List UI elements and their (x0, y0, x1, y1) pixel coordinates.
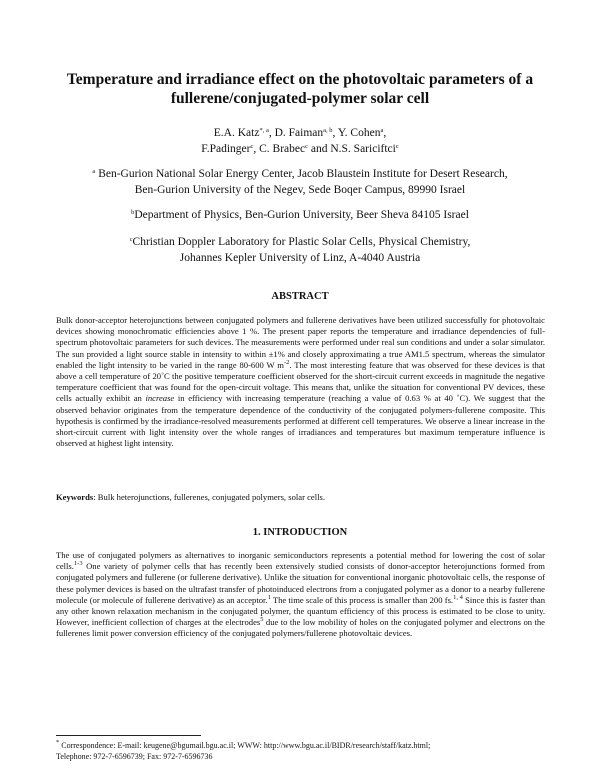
affiliation-a (40, 166, 560, 198)
introduction-heading: 1. INTRODUCTION (252, 527, 348, 538)
author-katz-affil: *, a (259, 127, 269, 134)
abstract-part2: . The most interesting feature that was observed for these devices is that above a cell temperature of 20˚C the positive temperature coefficient observed for the short-circuit current exceeds in magnitude the negative temperature coefficient that was found for the open-circuit voltage. This means that, unlike the situation for conventional PV devices, these cells actually exhibit an (56, 359, 545, 404)
author-sariciftci-affil: c (395, 143, 399, 150)
intro-part2: One variety of polymer cells that has recently been extensively studied consists of donor-acceptor heterojunctions formed from conjugated polymers and fullerene (or fullerene derivative). Unlike the situation for conventional inorganic photovoltaic cells, the response of these polymer devices is based on the ultrafast transfer of photoinduced electrons from a conjugated polymer as a donor to a nearby fullerene molecule (or molecule of fullerene derivative) as an acceptor. (56, 561, 545, 605)
author-faiman: D. Faiman (274, 127, 324, 139)
intro-part4: Since this is faster than any other known relaxation mechanism in the conjugated polymer, the quantum efficiency of this process is estimated to be close to unity. However, inefficient collection of charges at the electrodes (56, 594, 546, 628)
intro-ref-2: 1 (267, 593, 271, 601)
affiliation-b-mark: b (131, 209, 135, 216)
affiliation-c-line1: Christian Doppler Laboratory for Plastic Solar Cells, Physical Chemistry, (132, 236, 471, 248)
introduction-body (56, 550, 545, 640)
author-padinger-affil: c (250, 143, 254, 150)
affiliation-b-line1: Department of Physics, Ben-Gurion University, Beer Sheva 84105 Israel (134, 209, 469, 221)
footnote-divider (56, 735, 201, 736)
footnote-line1: Correspondence: E-mail: keugene@bgumail.bgu.ac.il; WWW: http://www.bgu.ac.il/BIDR/research/staff/katz.html; (59, 741, 431, 750)
intro-ref-1: 1-3 (73, 560, 83, 568)
affiliation-b (40, 207, 560, 223)
paper-title: Temperature and irradiance effect on the photovoltaic parameters of a fullerene/conjugated-polymer solar cell (66, 71, 534, 107)
intro-ref-4: 5 (260, 616, 264, 624)
author-sariciftci: N.S. Sariciftci (330, 143, 396, 155)
abstract-part3: in efficiency with increasing temperature (reaching a value of 0.63 % at 40 ˚C). We suggest that the observed behavior originates from the temperature dependence of the conductivity of the conjugated polymers-fullerene composite. This hypothesis is confirmed by the irradiance-resolved measurements performed at different cell temperatures. We observe a linear increase in the short-circuit current with light intensity over the whole ranges of irradiances and temperatures but maximum temperature influence is observed at highest light intensity. (56, 393, 545, 449)
author-brabec: C. Brabec (259, 143, 306, 155)
author-katz: E.A. Katz (213, 127, 260, 139)
author-cohen-affil: a (380, 127, 384, 134)
abstract-heading: ABSTRACT (271, 291, 329, 302)
abstract-body (56, 315, 545, 449)
intro-ref-3: 1, 4 (453, 593, 463, 601)
intro-part3: The time scale of this process is smaller than 200 fs. (270, 594, 454, 605)
abstract-emphasis: increase (145, 393, 175, 404)
intro-part1: The use of conjugated polymers as alternatives to inorganic semiconductors represents a potential method for lowering the cost of solar cells. (56, 550, 545, 572)
keywords-label: Keywords (56, 492, 94, 502)
affiliation-c (40, 234, 560, 266)
footnote-mark: * (56, 739, 60, 746)
keywords-text: : Bulk heterojunctions, fullerenes, conjugated polymers, solar cells. (93, 492, 325, 502)
author-and: and (310, 143, 328, 155)
affiliation-a-mark: a (92, 168, 96, 175)
affiliation-c-mark: c (129, 236, 133, 243)
footnote-line2: Telephone: 972-7-6596739; Fax: 972-7-6596736 (56, 752, 213, 761)
author-faiman-affil: a, b (323, 127, 333, 134)
affiliation-c-line2: Johannes Kepler University of Linz, A-4040 Austria (179, 252, 421, 264)
affiliation-a-line1: Ben-Gurion National Solar Energy Center, Jacob Blaustein Institute for Desert Research, (98, 168, 508, 180)
keywords (56, 492, 545, 503)
author-list: E.A. Katz$^{*, a}$, D. Faiman$^{a, b}$, Y. Cohen$^a$, F.Padinger$^c$, C. Brabec$^c$ and N.S. Sariciftci$^c$ (201, 127, 399, 155)
intro-part5: due to the low mobility of holes on the conjugated polymer and electrons on the fullerenes limit power conversion efficiency of the conjugated polymers/fullerene photovoltaic devices. (56, 617, 545, 639)
author-padinger: F.Padinger (201, 143, 251, 155)
abstract-part1: Bulk donor-acceptor heterojunctions between conjugated polymers and fullerene derivatives have been utilized successfully for photovoltaic devices showing monochromatic efficiencies above 1 %. The present paper reports the temperature and irradiance dependencies of full-spectrum photovoltaic parameters for such devices. The measurements were performed under real sun conditions and under a solar simulator. The sun provided a light source stable in intensity to within ±1% and closely approximating a true AM1.5 spectrum, whereas the simulator enabled the light intensity to be varied in the range 80-600 W m (56, 315, 545, 370)
footnote (56, 740, 545, 762)
abstract-unit-exponent: -2 (283, 358, 290, 366)
author-brabec-affil: c (305, 143, 308, 150)
author-cohen: Y. Cohen (337, 127, 381, 139)
affiliation-a-line2: Ben-Gurion University of the Negev, Sede Boqer Campus, 89990 Israel (134, 184, 466, 196)
